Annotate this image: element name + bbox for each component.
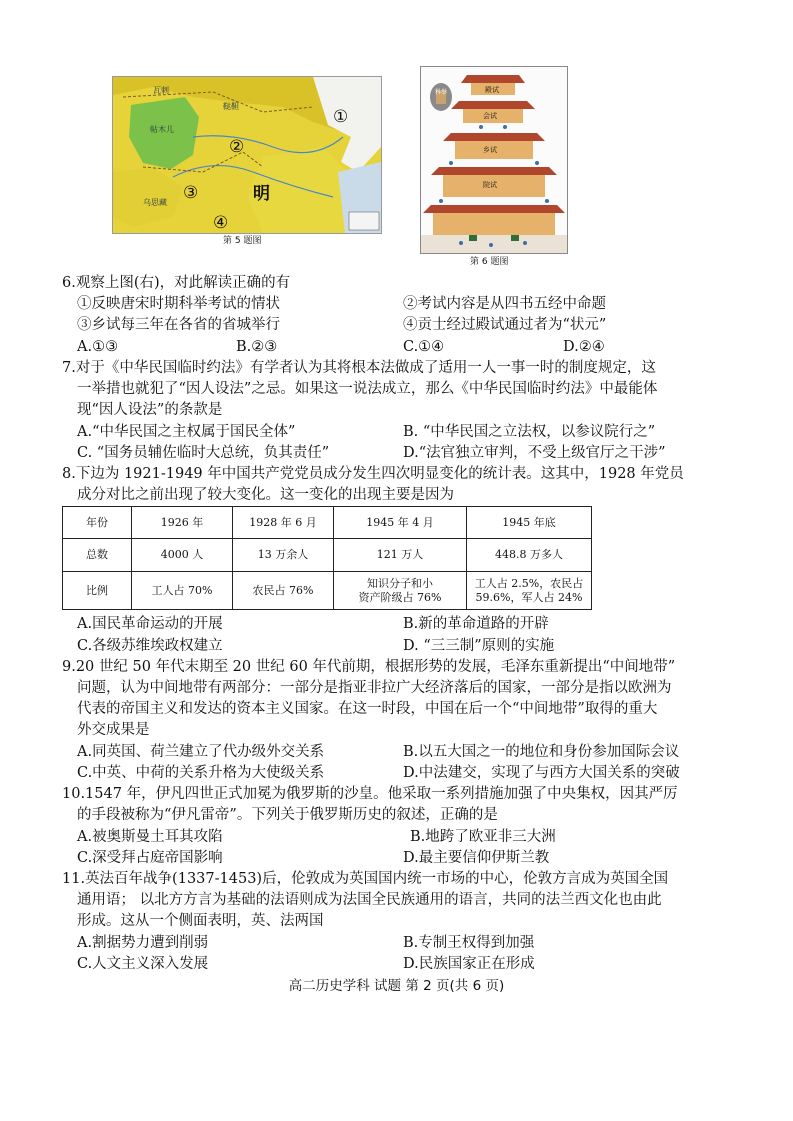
q10-line-1: 10.1547 年，伊凡四世正式加冕为俄罗斯的沙皇。他采取一系列措施加强了中央集权，因其严厉 [62,786,678,802]
map-label-ming: 明 [253,184,270,204]
q10-option-c: C.深受拜占庭帝国影响 [77,850,223,866]
map-figure [112,76,382,234]
table-cell: 448.8 万多人 [467,539,592,572]
pic-tier-label-3: 乡试 [483,146,497,154]
q8-option-b: B.新的革命道路的开辟 [403,616,549,632]
q8-line-1: 8.下边为 1921-1949 年中国共产党党员成分发生四次明显变化的统计表。这其中，1928 年党员 [62,466,684,482]
table-cell: 13 万余人 [233,539,334,572]
table-row [63,572,592,610]
q11-line-3: 形成。这从一个侧面表明，英、法两国 [77,913,324,929]
q9-option-d: D.中法建交，实现了与西方大国关系的突破 [403,765,680,781]
q7-option-a: A.“中华民国之主权属于国民全体” [77,424,296,440]
table-header-cell: 1928 年 6 月 [233,507,334,539]
q9-line-3: 代表的帝国主义和发达的资本主义国家。在这一时段，中国在后一个“中间地带”取得的重大 [77,701,658,717]
q6-statement-2: ②考试内容是从四书五经中命题 [403,296,606,312]
table-header-row [63,507,592,539]
q11-line-2: 通用语； 以北方方言为基础的法语则成为法国全民族通用的语言，共同的法兰西文化也由此 [77,892,662,908]
table-cell-line: 59.6%，军人占 24% [475,590,583,604]
exam-system-figure [420,66,568,254]
q11-option-b: B.专制王权得到加强 [403,935,535,951]
table-cell: 4000 人 [132,539,233,572]
pic-seal-label: 科举 [435,89,448,96]
pic-caption: 第 6 题图 [470,257,509,267]
q7-option-c: C. “国务员辅佐临时大总统，负其责任” [77,445,330,461]
q9-line-4: 外交成果是 [77,722,150,738]
table-header-cell: 年份 [63,507,132,539]
table-header-cell: 1926 年 [132,507,233,539]
q8-option-c: C.各级苏维埃政权建立 [77,638,223,654]
q6-option-a: A.①③ [77,339,119,355]
q11-line-1: 11.英法百年战争(1337-1453)后，伦敦成为英国国内统一市场的中心，伦敦方言成为英国全国 [62,871,669,887]
q6-option-c: C.①④ [403,339,445,355]
q7-line-3: 现“因人设法”的条款是 [77,402,223,418]
q6-statement-1: ①反映唐宋时期科举考试的情状 [77,296,280,312]
q7-line-2: 一举措也就犯了“因人设法”之忌。如果这一说法成立，那么《中华民国临时约法》中最能体 [77,381,658,397]
pic-tier-label-2: 会试 [483,112,497,120]
q7-option-b: B. “中华民国之立法权，以参议院行之” [403,424,656,440]
table-cell: 121 万人 [334,539,467,572]
q7-line-1: 7.对于《中华民国临时约法》有学者认为其将根本法做成了适用一人一事一时的制度规定，这 [62,360,656,376]
region-label-c: 瓦剌 [153,86,169,95]
table-cell: 总数 [63,539,132,572]
q9-option-a: A.同英国、荷兰建立了代办级外交关系 [77,744,325,760]
q10-option-d: D.最主要信仰伊斯兰教 [403,850,550,866]
party-membership-table [62,506,592,610]
q10-line-2: 的手段被称为“伊凡雷帝”。下列关于俄罗斯历史的叙述，正确的是 [77,807,498,823]
q10-option-a: A.被奥斯曼土耳其攻陷 [77,829,223,845]
q9-option-c: C.中英、中荷的关系升格为大使级关系 [77,765,325,781]
q6-stem: 6.观察上图(右)，对此解读正确的有 [62,275,291,291]
map-marker-3: ③ [183,183,199,203]
page-footer: 高二历史学科 试题 第 2 页(共 6 页) [288,978,505,994]
q11-option-a: A.割据势力遭到削弱 [77,935,209,951]
q6-option-b: B.②③ [236,339,278,355]
q6-statement-3: ③乡试每三年在各省的省城举行 [77,317,280,333]
table-header-cell: 1945 年底 [467,507,592,539]
table-cell [467,572,592,610]
q7-option-d: D.“法官独立审判，不受上级官厅之干涉” [403,445,666,461]
table-cell: 农民占 76% [233,572,334,610]
map-caption: 第 5 题图 [223,236,262,246]
table-cell: 工人占 70% [132,572,233,610]
q6-statement-4: ④贡士经过殿试通过者为“状元” [403,317,607,333]
map-marker-1: ① [333,107,349,127]
map-marker-2: ② [229,137,245,157]
table-cell [334,572,467,610]
q6-option-d: D.②④ [563,339,605,355]
table-row [63,539,592,572]
region-label-d: 乌思藏 [143,198,167,207]
q8-option-a: A.国民革命运动的开展 [77,616,223,632]
table-cell-line: 知识分子和小 [367,576,433,590]
table-cell-line: 工人占 2.5%，农民占 [474,576,584,590]
region-label-b: 鞑靼 [223,102,239,111]
table-cell-line: 资产阶级占 76% [358,590,442,604]
table-header-cell: 1945 年 4 月 [334,507,467,539]
q10-option-b: B.地跨了欧亚非三大洲 [410,829,556,845]
ming-dynasty-map [113,77,381,233]
pic-tier-label-4: 院试 [483,181,497,189]
q9-option-b: B.以五大国之一的地位和身份参加国际会议 [403,744,680,760]
q8-option-d: D. “三三制”原则的实施 [403,638,555,654]
q8-line-2: 成分对比之前出现了较大变化。这一变化的出现主要是因为 [77,487,454,503]
table-cell: 比例 [63,572,132,610]
pic-tier-label-1: 殿试 [485,86,499,94]
q9-line-2: 问题，认为中间地带有两部分：一部分是指亚非拉广大经济落后的国家，一部分是指以欧洲为 [77,680,672,696]
region-label-a: 帖木儿 [150,125,174,134]
q11-option-d: D.民族国家正在形成 [403,956,535,972]
map-marker-4: ④ [213,213,229,233]
q11-option-c: C.人文主义深入发展 [77,956,209,972]
q9-line-1: 9.20 世纪 50 年代末期至 20 世纪 60 年代前期，根据形势的发展，毛泽东重新提出“中间地带” [62,659,676,675]
